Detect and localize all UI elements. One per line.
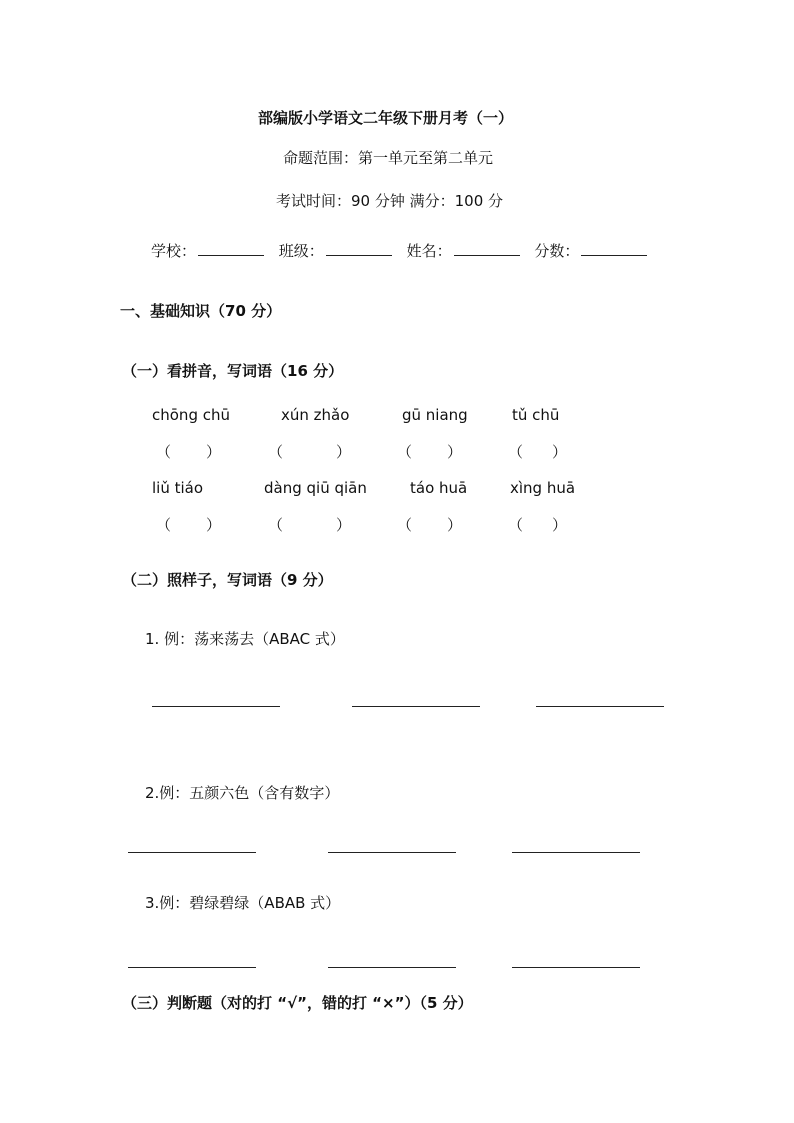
school-field[interactable]: [198, 241, 264, 256]
q3-heading: （三）判断题（对的打 “√”，错的打 “×”）（5 分）: [122, 994, 473, 1012]
school-label: 学校：: [151, 242, 197, 260]
q2-example-2: 2.例：五颜六色（含有数字）: [145, 784, 340, 802]
pinyin-item: liǔ tiáo: [152, 479, 204, 497]
pinyin-item: gū niang: [402, 406, 468, 424]
answer-bracket-close: ）: [552, 516, 568, 534]
exam-time: 考试时间：90 分钟 满分：100 分: [276, 192, 504, 210]
answer-bracket-open: （: [508, 516, 524, 534]
answer-bracket-open: （: [156, 443, 172, 461]
answer-bracket-open: （: [508, 443, 524, 461]
answer-bracket-close: ）: [336, 516, 352, 534]
pinyin-item: táo huā: [410, 479, 468, 497]
answer-bracket-close: ）: [206, 516, 222, 534]
exam-scope: 命题范围：第一单元至第二单元: [283, 149, 494, 167]
q2-example-1: 1. 例：荡来荡去（ABAC 式）: [145, 630, 345, 648]
score-label: 分数：: [534, 242, 580, 260]
class-label: 班级：: [278, 242, 324, 260]
pinyin-item: xìng huā: [510, 479, 576, 497]
q2-heading: （二）照样子，写词语（9 分）: [122, 571, 333, 589]
answer-bracket-close: ）: [447, 516, 463, 534]
answer-line[interactable]: [512, 852, 640, 853]
pinyin-item: chōng chū: [152, 406, 230, 424]
pinyin-item: xún zhǎo: [281, 406, 350, 424]
answer-bracket-open: （: [156, 516, 172, 534]
class-field[interactable]: [326, 241, 392, 256]
answer-bracket-close: ）: [206, 443, 222, 461]
score-field[interactable]: [581, 241, 647, 256]
name-label: 姓名：: [406, 242, 452, 260]
answer-bracket-open: （: [397, 516, 413, 534]
answer-bracket-open: （: [268, 443, 284, 461]
answer-bracket-close: ）: [336, 443, 352, 461]
student-info-row: [151, 240, 657, 261]
answer-line[interactable]: [152, 706, 280, 707]
answer-bracket-open: （: [397, 443, 413, 461]
answer-line[interactable]: [352, 706, 480, 707]
answer-bracket-open: （: [268, 516, 284, 534]
q2-example-3: 3.例：碧绿碧绿（ABAB 式）: [145, 894, 341, 912]
answer-line[interactable]: [536, 706, 664, 707]
answer-line[interactable]: [128, 967, 256, 968]
pinyin-item: tǔ chū: [512, 406, 560, 424]
q1-heading: （一）看拼音，写词语（16 分）: [122, 362, 344, 380]
answer-line[interactable]: [128, 852, 256, 853]
part1-heading: 一、基础知识（70 分）: [120, 302, 282, 320]
answer-bracket-close: ）: [552, 443, 568, 461]
page-title: 部编版小学语文二年级下册月考（一）: [258, 109, 514, 127]
name-field[interactable]: [454, 241, 520, 256]
answer-line[interactable]: [328, 967, 456, 968]
pinyin-item: dàng qiū qiān: [264, 479, 367, 497]
answer-line[interactable]: [512, 967, 640, 968]
answer-bracket-close: ）: [447, 443, 463, 461]
answer-line[interactable]: [328, 852, 456, 853]
